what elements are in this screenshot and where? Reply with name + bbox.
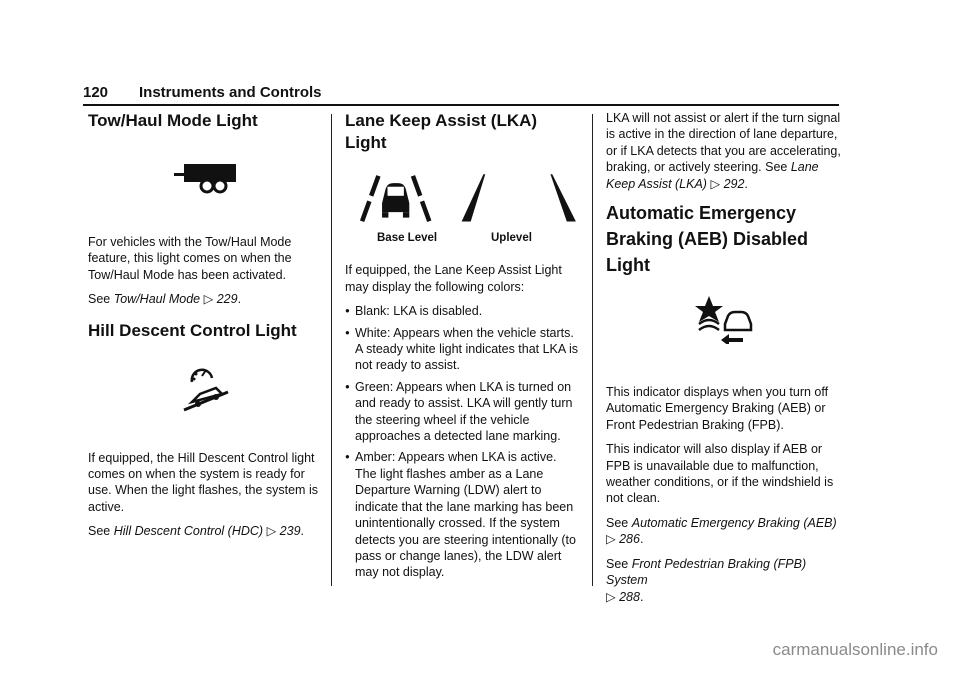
lka-page[interactable]: 292 (723, 176, 745, 191)
lka-captions (345, 230, 581, 246)
tow-haul-heading: Tow/Haul Mode Light (88, 111, 258, 130)
page-ref-icon: ▷ (606, 532, 616, 547)
caption-uplevel: Uplevel (491, 232, 532, 244)
page-header (83, 84, 839, 104)
lka-icons (345, 162, 581, 226)
lka-uplevel-left-icon (458, 168, 494, 226)
page-ref-icon: ▷ (710, 176, 721, 191)
lka-uplevel-right-icon (545, 168, 581, 226)
lka-continued: LKA will not assist or alert if the turn signal is active in the direction of lane departure, or if LKA detects that you are accelerating, braking, or actively steering. See Lane Keep Assist (LKA) ▷ 292. (606, 111, 841, 191)
tow-haul-icon (88, 162, 324, 196)
fpb-page[interactable]: 288 (619, 589, 640, 604)
watermark: carmanualsonline.info (772, 640, 938, 659)
list-item: ● Amber: Appears when LKA is active. The light flashes amber as a Lane Departure Warning (LDW) alert to indicate that the lane marking has been unintentionally crossed. If the system detects you are steering intentionally (to pass or change lanes), the LDW alert may not display. (345, 449, 581, 580)
column-divider-2 (592, 114, 593, 586)
hill-descent-text: If equipped, the Hill Descent Control light comes on when the system is ready for use. When the light flashes, the system is active. (88, 450, 318, 514)
caption-base-level: Base Level (377, 232, 438, 244)
aeb-link[interactable]: Automatic Emergency Braking (AEB) (631, 515, 837, 530)
aeb-text-2: This indicator will also display if AEB or FPB is unavailable due to malfunction, weather conditions, or if the windshield is not clean. (606, 442, 834, 506)
column-1 (88, 110, 324, 548)
aeb-heading: Automatic Emergency Braking (AEB) Disabled Light (606, 203, 809, 276)
hill-descent-page[interactable]: 239 (279, 524, 301, 539)
page-number: 120 (83, 84, 109, 101)
aeb-text-1: This indicator displays when you turn off Automatic Emergency Braking (AEB) or Front Pedestrian Braking (FPB). (606, 385, 829, 432)
tow-haul-page[interactable]: 229 (216, 292, 238, 307)
column-3 (606, 110, 842, 613)
hill-descent-see: See Hill Descent Control (HDC) ▷ 239. (88, 524, 305, 539)
header-rule (83, 104, 839, 106)
aeb-page[interactable]: 286 (619, 532, 640, 547)
hill-descent-link[interactable]: Hill Descent Control (HDC) (113, 524, 264, 539)
list-item: ● Blank: LKA is disabled. (345, 303, 581, 319)
lka-colors-list (345, 303, 581, 581)
page-ref-icon: ▷ (266, 524, 277, 539)
lka-link[interactable]: Lane Keep Assist (LKA) (606, 160, 819, 191)
section-title: Instruments and Controls (139, 84, 322, 101)
tow-haul-link[interactable]: Tow/Haul Mode (113, 292, 201, 307)
fpb-link[interactable]: Front Pedestrian Braking (FPB) System (606, 556, 807, 588)
lka-heading: Lane Keep Assist (LKA) Light (345, 111, 538, 152)
aeb-disabled-icon (606, 294, 842, 344)
hill-descent-icon (88, 364, 324, 414)
list-item: ● White: Appears when the vehicle starts. A steady white light indicates that LKA is not ready to assist. (345, 325, 581, 374)
list-item: ● Green: Appears when LKA is turned on and ready to assist. LKA will gently turn the steering wheel if the vehicle approaches a detected lane marking. (345, 379, 581, 445)
column-2 (345, 110, 581, 586)
tow-haul-text: For vehicles with the Tow/Haul Mode feature, this light comes on when the Tow/Haul Mode has been activated. (88, 235, 292, 282)
page-ref-icon: ▷ (203, 292, 214, 307)
aeb-see: See Automatic Emergency Braking (AEB) ▷ 286. (606, 515, 837, 547)
hill-descent-heading: Hill Descent Control Light (88, 320, 297, 340)
tow-haul-see: See Tow/Haul Mode ▷ 229. (88, 292, 242, 307)
column-divider-1 (331, 114, 332, 586)
page-ref-icon: ▷ (606, 589, 616, 604)
fpb-see: See Front Pedestrian Braking (FPB) System ▷ 288. (606, 556, 807, 604)
lka-base-icon (353, 162, 438, 226)
lka-intro: If equipped, the Lane Keep Assist Light may display the following colors: (345, 263, 562, 294)
